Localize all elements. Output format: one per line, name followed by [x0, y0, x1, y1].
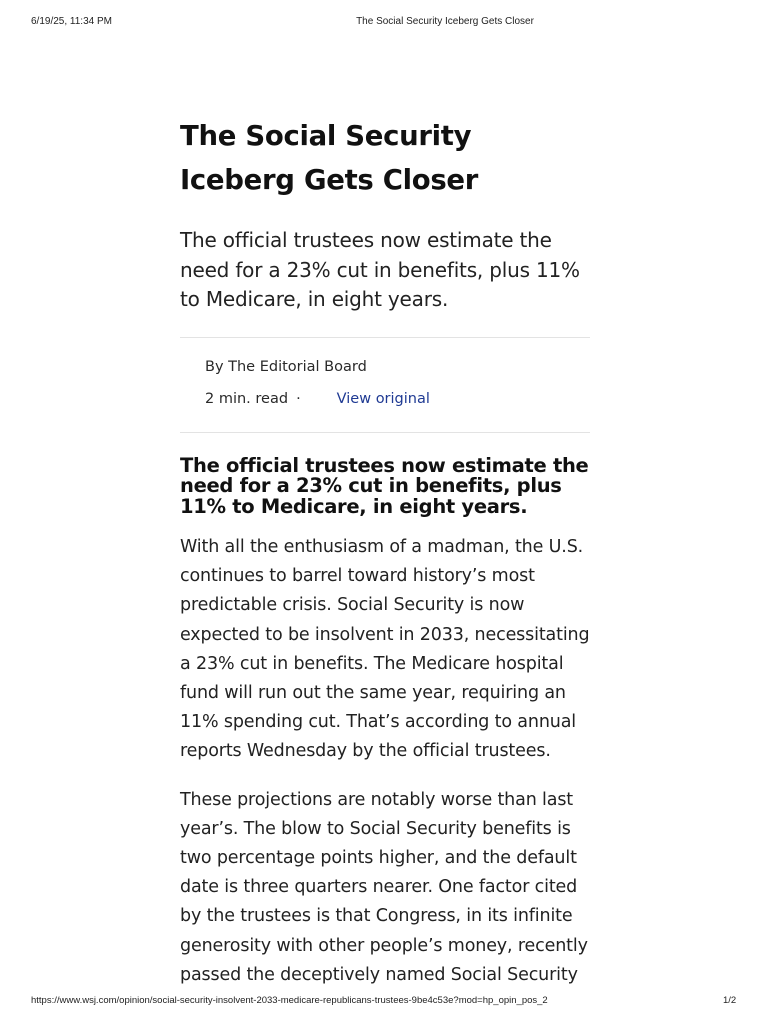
print-url: https://www.wsj.com/opinion/social-security-insolvent-2033-medicare-republicans-trustees-9be4c53e?mod=hp_opin_pos_2	[31, 995, 548, 1006]
read-time: 2 min. read	[205, 390, 289, 407]
article-dek: The official trustees now estimate the need for a 23% cut in benefits, plus 11% to Medicare, in eight years.	[180, 228, 580, 311]
body-paragraph: With all the enthusiasm of a madman, the U.S. continues to barrel toward history’s most predictable crisis. Social Security is now expected to be insolvent in 2033, necessitating a 23% cut in benefits. The Medicare hospital fund will run out the same year, requiring an 11% spending cut. That’s according to annual reports Wednesday by the official trustees.	[180, 537, 590, 762]
print-title: The Social Security Iceberg Gets Closer	[356, 16, 534, 27]
view-original-link[interactable]: View original	[336, 390, 430, 407]
byline: By The Editorial Board	[205, 358, 367, 375]
article-body	[180, 533, 590, 990]
article-subhead: The official trustees now estimate the need for a 23% cut in benefits, plus 11% to Medicare, in eight years.	[180, 453, 589, 518]
print-footer	[0, 995, 768, 1009]
article-title: The Social Security Iceberg Gets Closer	[180, 120, 479, 196]
article	[180, 114, 590, 990]
divider	[180, 432, 590, 433]
page-number: 1/2	[723, 995, 737, 1006]
separator-dot: ·	[296, 390, 301, 407]
byline-block	[180, 338, 590, 415]
body-paragraph: These projections are notably worse than last year’s. The blow to Social Security benefits is two percentage points higher, and the default date is three quarters nearer. One factor cited by the trustees is that Congress, in its infinite generosity with other people’s money, recently passed the deceptively named Social Security	[180, 789, 588, 985]
print-header	[0, 16, 768, 30]
meta-row	[205, 389, 590, 409]
print-date: 6/19/25, 11:34 PM	[31, 16, 112, 27]
